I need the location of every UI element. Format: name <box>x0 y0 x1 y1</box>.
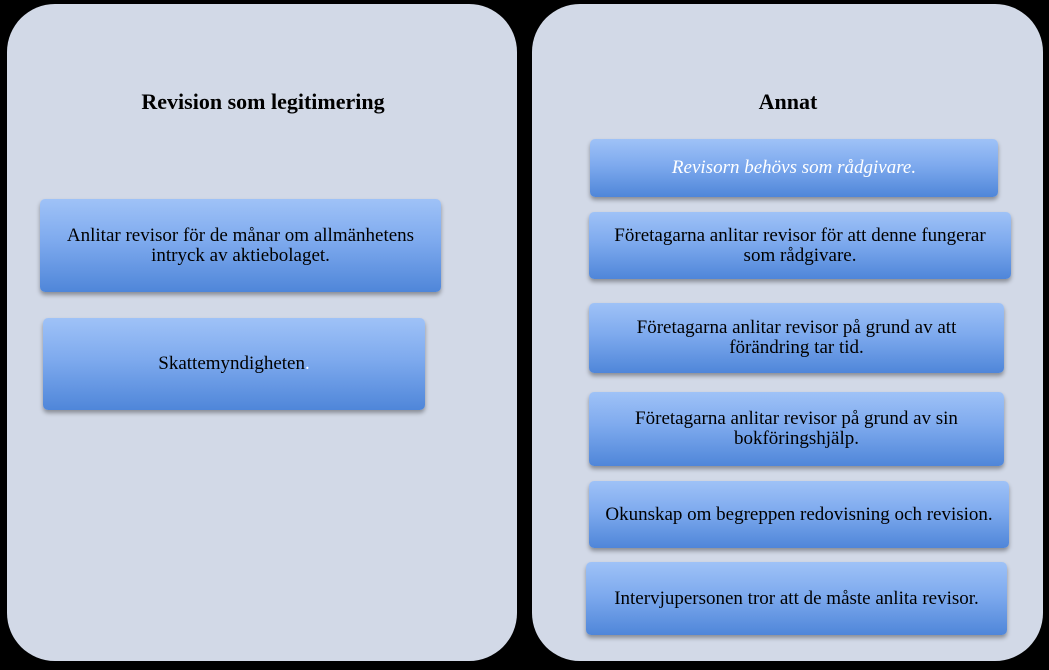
right-item-label: Företagarna anlitar revisor för att denne fungerar som rådgivare. <box>614 224 986 266</box>
trailing-period: . <box>304 353 310 374</box>
left-item-public-impression <box>40 199 441 292</box>
right-item-change-takes-time <box>589 303 1004 373</box>
right-item-acts-as-advisor <box>589 212 1011 279</box>
left-item-label: Skattemyndigheten <box>158 353 305 374</box>
left-item-tax-authority <box>43 318 425 410</box>
right-item-label: Företagarna anlitar revisor på grund av att förändring tar tid. <box>636 317 957 358</box>
right-item-label: Okunskap om begreppen redovisning och revision. <box>605 503 993 525</box>
right-item-advisor-needed <box>590 139 998 197</box>
right-item-bookkeeping-help <box>589 392 1004 466</box>
right-item-label: Företagarna anlitar revisor på grund av sin bokföringshjälp. <box>635 408 958 449</box>
right-item-must-hire <box>586 562 1007 635</box>
right-item-label: Intervjupersonen tror att de måste anlita revisor. <box>614 587 979 609</box>
left-panel-title: Revision som legitimering <box>141 89 385 114</box>
left-item-label: Anlitar revisor för de månar om allmänhetens intryck av aktiebolaget. <box>66 224 415 266</box>
right-panel-title: Annat <box>758 89 818 114</box>
right-item-lack-of-knowledge <box>589 481 1009 548</box>
right-item-label: Revisorn behövs som rådgivare. <box>671 157 917 178</box>
